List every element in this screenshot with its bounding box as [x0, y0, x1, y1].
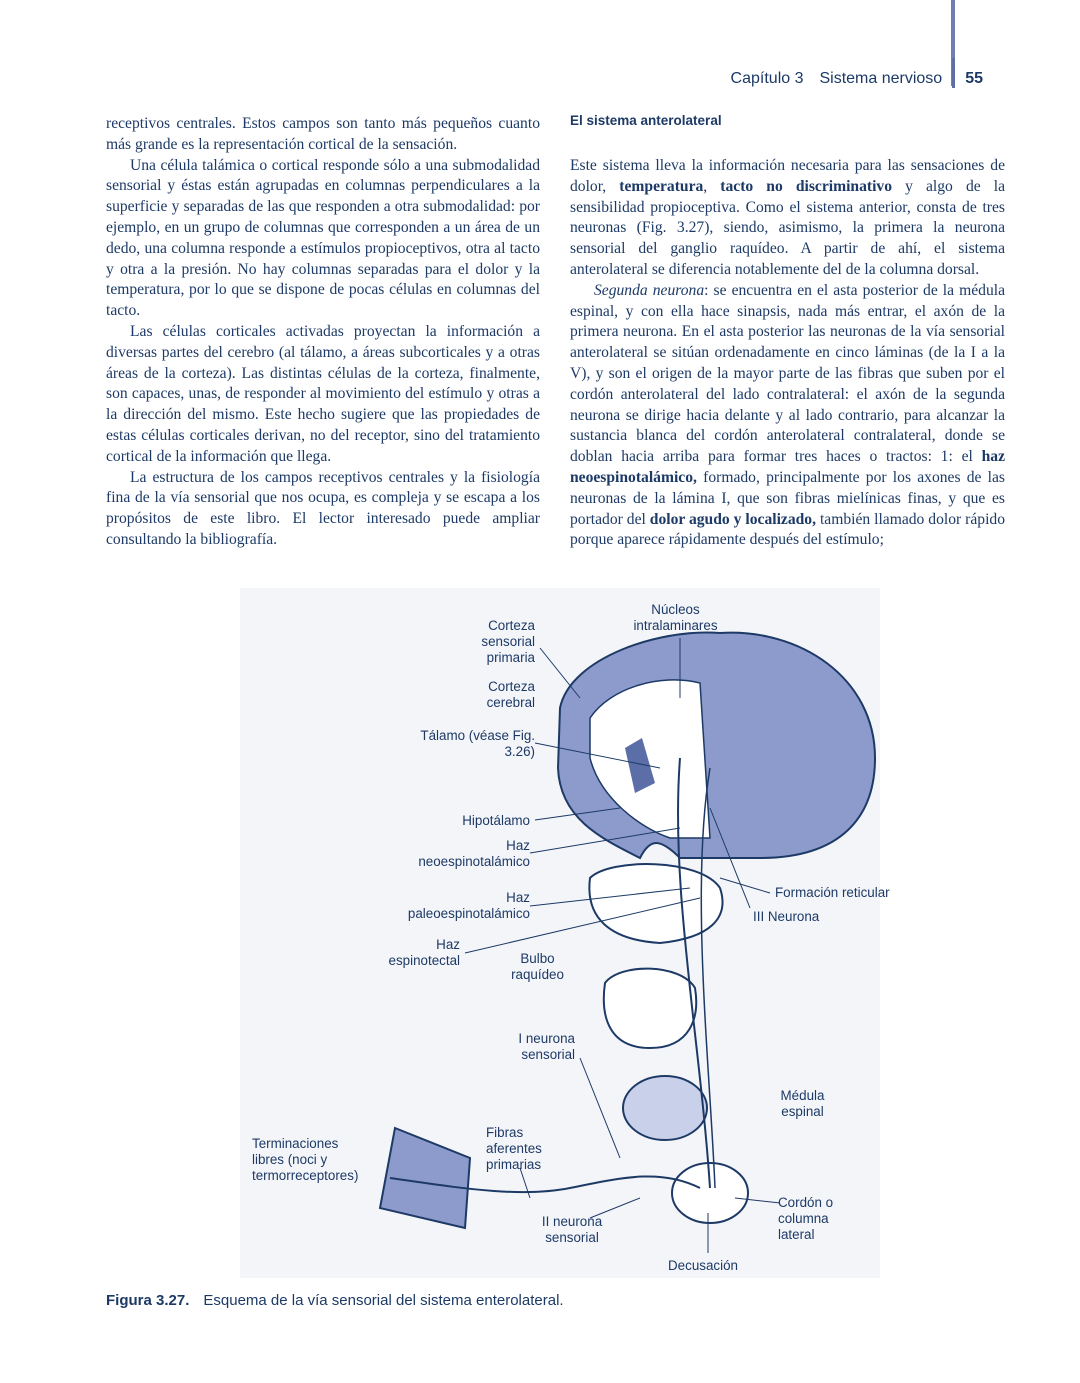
label-corteza-cerebral: Corteza cerebral — [486, 679, 535, 710]
label-iii-neurona: III Neurona — [753, 909, 820, 924]
label-medula: Médula espinal — [780, 1088, 825, 1119]
label-haz-espinotectal: Haz espinotectal — [388, 937, 460, 968]
label-talamo: Tálamo (véase Fig. 3.26) — [420, 728, 535, 759]
label-corteza-sensorial: Corteza sensorial primaria — [481, 618, 535, 665]
label-nucleos: Núcleos intralaminares — [633, 602, 718, 633]
brainstem-medulla — [604, 969, 696, 1048]
label-haz-neo: Haz neoespinotalámico — [418, 838, 530, 869]
label-i-neurona: I neurona sensorial — [518, 1031, 575, 1062]
text: : se encuentra en el asta posterior de la médula espinal, y con ella hace sinapsis, nada más entrar, el axón de la primera neurona. En el asta posterior las neuronas de la vía sensorial anterolateral se sitúan ordenadamente en cinco láminas (de la I a la V), y son el origen de la mayor parte de las fibras que suben por el cordón anterolateral del lado contralateral: el axón de la segunda neurona se dirige hacia delante y al lado contrario, para alcanzar la sustancia blanca del cordón anterolateral contralateral, donde se doblan hacia arriba para formar tres haces o tractos: 1: el — [570, 281, 1006, 466]
paragraph — [570, 281, 1005, 551]
text: Este sistema lleva la información necesaria para las sensaciones de dolor, — [570, 157, 1005, 195]
header-divider — [952, 58, 955, 88]
right-column — [570, 156, 1005, 551]
left-column — [106, 114, 540, 551]
bold-term: tacto no discriminativo — [720, 177, 893, 195]
paragraph: Una célula talámica o cortical responde sólo a una submodalidad sensorial y éstas están agrupadas en columnas perpendiculares a la superficie y separadas de las que responden a otra submodalidad: por ejemplo, en un grupo de columnas que corresponden a un área de un dedo, una columna responde a estímulos propioceptivos, otra al tacto y otra a la presión. No hay columnas separadas para el dolor y la temperatura, por lo que se dispone de pocas células en columnas del tacto. — [106, 156, 540, 320]
label-terminaciones: Terminaciones libres (noci y termorreceptores) — [252, 1136, 359, 1183]
label-fibras: Fibras aferentes primarias — [486, 1125, 542, 1172]
chapter-label: Capítulo 3 — [730, 70, 804, 87]
label-haz-paleo: Haz paleoespinotalámico — [407, 890, 530, 921]
page-number: 55 — [965, 70, 983, 87]
spinal-cord-section-upper — [623, 1076, 707, 1140]
text: formado, principalmente por los axones de las neuronas de la lámina I, que son fibras mielínicas finas, y que es portador del — [570, 468, 1005, 528]
section-label: Sistema nervioso — [819, 70, 943, 87]
label-hipotalamo: Hipotálamo — [462, 813, 530, 828]
figure-anterolateral-pathway — [240, 588, 890, 1278]
section-heading: El sistema anterolateral — [570, 113, 722, 128]
spinal-cord-section-lower — [672, 1163, 748, 1223]
figure-number: Figura 3.27. — [106, 1292, 190, 1309]
text: , — [703, 177, 721, 195]
label-formacion-reticular: Formación reticular — [775, 885, 890, 900]
figure-caption — [106, 1292, 564, 1309]
bold-term: haz neoespinotalámico, — [570, 448, 1005, 486]
label-bulbo: Bulbo raquídeo — [511, 951, 564, 982]
italic-term: Segunda neurona — [594, 281, 705, 299]
paragraph: Las células corticales activadas proyectan la información a diversas partes del cerebro (al tálamo, a áreas subcorticales y a otras áreas de la corteza). Las distintas células de la corteza, finalmente, son capaces, unas, de responder al movimiento del estímulo y otras a la dirección del mismo. Este hecho sugiere que las propiedades de estas células corticales derivan, no del receptor, sino del tratamiento cortical de la información que llega. — [106, 322, 540, 465]
text: también llamado dolor rápido porque aparece rápidamente después del estímulo; — [570, 510, 1005, 549]
running-header — [731, 64, 983, 94]
label-ii-neurona: II neurona sensorial — [541, 1214, 603, 1245]
label-decusacion: Decusación — [668, 1258, 738, 1273]
paragraph: receptivos centrales. Estos campos son tanto más pequeños cuanto más grande es la representación cortical de la sensación. — [106, 115, 540, 153]
paragraph — [570, 156, 1005, 281]
bold-term: temperatura — [619, 177, 704, 195]
paragraph: La estructura de los campos receptivos centrales y la fisiología fina de la vía sensorial que nos ocupa, es compleja y se escapa a los propósitos de este libro. El lector interesado puede ampliar consultando la bibliografía. — [106, 468, 540, 548]
label-cordon: Cordón o columna lateral — [778, 1195, 834, 1242]
text: y algo de la sensibilidad propioceptiva. Como el sistema anterior, consta de tres neuronas (Fig. 3.27), siendo, asimismo, la primera la neurona sensorial del ganglio raquídeo. A partir de ahí, el sistema anterolateral se diferencia notablemente del de la columna dorsal. — [570, 177, 1006, 278]
bold-term: dolor agudo y localizado, — [649, 510, 816, 528]
caption-text: Esquema de la vía sensorial del sistema enterolateral. — [203, 1292, 564, 1309]
